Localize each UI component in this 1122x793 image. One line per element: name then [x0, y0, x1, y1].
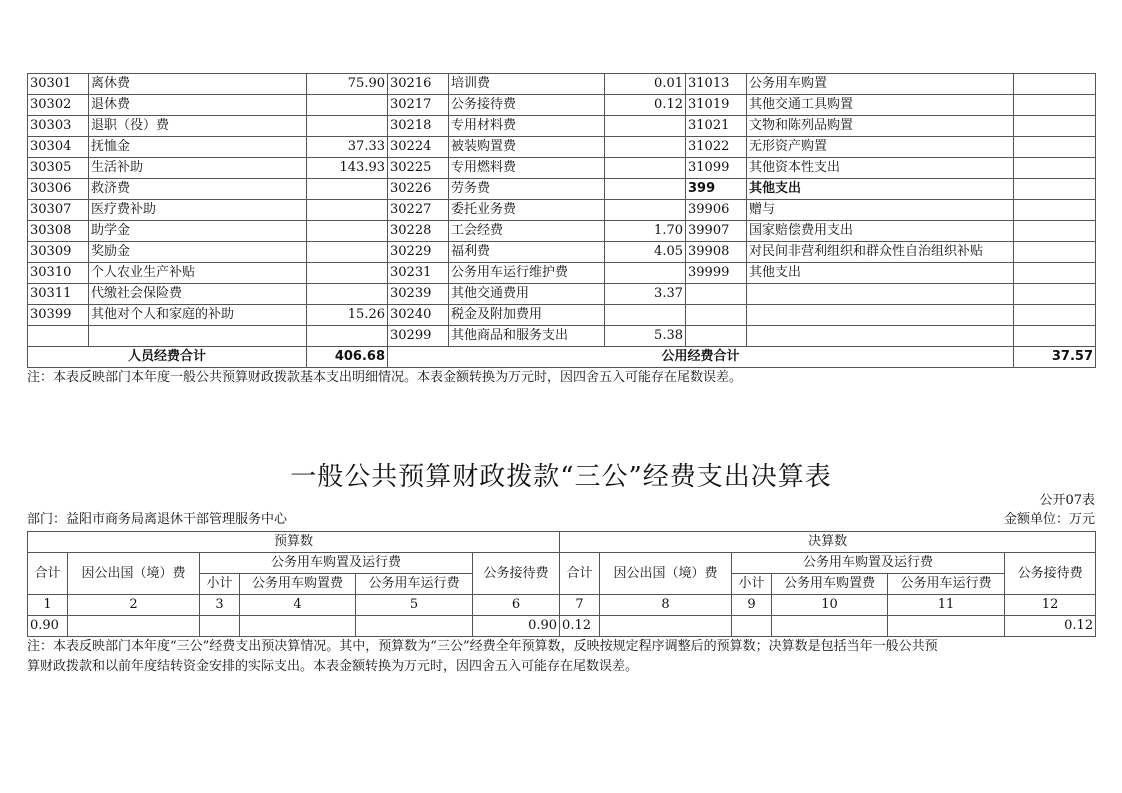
name-cell: 公务用车运行维护费: [449, 263, 605, 284]
name-cell: 福利费: [449, 242, 605, 263]
col-vehicle-operation: 公务用车运行费: [356, 574, 473, 595]
name-cell: [89, 326, 307, 347]
code-cell: 30310: [28, 263, 89, 284]
code-cell: 30226: [388, 179, 449, 200]
amount-cell: [68, 616, 200, 637]
code-cell: [686, 284, 747, 305]
amount-cell: [240, 616, 356, 637]
name-cell: 救济费: [89, 179, 307, 200]
name-cell: 被装购置费: [449, 137, 605, 158]
value-cell: [605, 137, 686, 158]
value-cell: [307, 95, 388, 116]
page-title: 一般公共预算财政拨款“三公”经费支出决算表: [290, 462, 832, 492]
column-number: 9: [732, 595, 772, 616]
column-number: 4: [240, 595, 356, 616]
table-row: [28, 200, 1096, 221]
value-cell: [605, 179, 686, 200]
column-number: 2: [68, 595, 200, 616]
code-cell: 31019: [686, 95, 747, 116]
value-cell: [605, 263, 686, 284]
value-cell: [307, 263, 388, 284]
code-cell: 30309: [28, 242, 89, 263]
final-header: 决算数: [560, 532, 1096, 553]
column-number: 11: [888, 595, 1005, 616]
amount-cell: 0.90: [473, 616, 560, 637]
sangong-note-line2: 算财政拨款和以前年度结转资金安排的实际支出。本表金额转换为万元时，因四舍五入可能存在尾数误差。: [27, 659, 639, 674]
col-abroad: 因公出国（境）费: [600, 553, 732, 595]
value-cell: 75.90: [307, 74, 388, 95]
value-cell: [1014, 263, 1096, 284]
code-cell: 30306: [28, 179, 89, 200]
column-number: 1: [28, 595, 68, 616]
value-row: [28, 616, 1096, 637]
sangong-note-line1: 注：本表反映部门本年度“三公”经费支出预决算情况。其中，预算数为“三公”经费全年预算数，反映按规定程序调整后的预算数；决算数是包括当年一般公共预: [27, 639, 938, 654]
value-cell: [1014, 305, 1096, 326]
table-row: [28, 137, 1096, 158]
department-label: 部门：益阳市商务局离退休干部管理服务中心: [27, 512, 288, 527]
totals-row: [28, 347, 1096, 368]
form-code: 公开07表: [1039, 493, 1095, 508]
code-cell: 39906: [686, 200, 747, 221]
name-cell: 劳务费: [449, 179, 605, 200]
name-cell: 其他交通工具购置: [747, 95, 1014, 116]
code-cell: 30229: [388, 242, 449, 263]
name-cell: [747, 305, 1014, 326]
name-cell: [747, 326, 1014, 347]
code-cell: 31013: [686, 74, 747, 95]
expense-note: 注：本表反映部门本年度一般公共预算财政拨款基本支出明细情况。本表金额转换为万元时，因四舍五入可能存在尾数误差。: [27, 370, 743, 385]
amount-cell: [888, 616, 1005, 637]
value-cell: [605, 116, 686, 137]
value-cell: 143.93: [307, 158, 388, 179]
code-cell: 30240: [388, 305, 449, 326]
value-cell: 4.05: [605, 242, 686, 263]
personnel-total-value: 406.68: [307, 347, 388, 368]
value-cell: [1014, 200, 1096, 221]
value-cell: 1.70: [605, 221, 686, 242]
name-cell: 文物和陈列品购置: [747, 116, 1014, 137]
value-cell: 0.01: [605, 74, 686, 95]
value-cell: [307, 221, 388, 242]
value-cell: [1014, 179, 1096, 200]
name-cell: 国家赔偿费用支出: [747, 221, 1014, 242]
name-cell: 委托业务费: [449, 200, 605, 221]
personnel-total-label: 人员经费合计: [28, 347, 307, 368]
name-cell: 生活补助: [89, 158, 307, 179]
value-cell: 0.12: [605, 95, 686, 116]
code-cell: 30231: [388, 263, 449, 284]
public-total-value: 37.57: [1014, 347, 1096, 368]
code-cell: 30301: [28, 74, 89, 95]
code-cell: 31022: [686, 137, 747, 158]
value-cell: [605, 158, 686, 179]
budget-header: 预算数: [28, 532, 560, 553]
amount-cell: 0.12: [560, 616, 600, 637]
col-reception: 公务接待费: [1005, 553, 1096, 595]
code-cell: 39908: [686, 242, 747, 263]
name-cell: 税金及附加费用: [449, 305, 605, 326]
value-cell: [307, 326, 388, 347]
code-cell: 30225: [388, 158, 449, 179]
value-cell: [1014, 74, 1096, 95]
value-cell: [1014, 221, 1096, 242]
public-total-label: 公用经费合计: [388, 347, 1014, 368]
value-cell: [307, 179, 388, 200]
name-cell: 助学金: [89, 221, 307, 242]
name-cell: 其他商品和服务支出: [449, 326, 605, 347]
code-cell: 31021: [686, 116, 747, 137]
amount-cell: 0.12: [1005, 616, 1096, 637]
name-cell: 公务用车购置: [747, 74, 1014, 95]
amount-cell: [772, 616, 888, 637]
code-cell: 399: [686, 179, 747, 200]
name-cell: 抚恤金: [89, 137, 307, 158]
name-cell: [747, 284, 1014, 305]
name-cell: 对民间非营利组织和群众性自治组织补贴: [747, 242, 1014, 263]
value-cell: [1014, 137, 1096, 158]
name-cell: 退休费: [89, 95, 307, 116]
code-cell: 30305: [28, 158, 89, 179]
value-cell: [1014, 326, 1096, 347]
col-vehicle-group: 公务用车购置及运行费: [732, 553, 1005, 574]
table-row: [28, 242, 1096, 263]
code-cell: 30399: [28, 305, 89, 326]
value-cell: [605, 200, 686, 221]
name-cell: 奖励金: [89, 242, 307, 263]
value-cell: [307, 242, 388, 263]
col-vehicle-operation: 公务用车运行费: [888, 574, 1005, 595]
expense-detail-body: [28, 74, 1096, 347]
code-cell: 30307: [28, 200, 89, 221]
code-cell: 30308: [28, 221, 89, 242]
table-row: [28, 116, 1096, 137]
code-cell: [686, 326, 747, 347]
amount-cell: 0.90: [28, 616, 68, 637]
name-cell: 无形资产购置: [747, 137, 1014, 158]
name-cell: 其他支出: [747, 263, 1014, 284]
col-subtotal: 小计: [200, 574, 240, 595]
table-row: [28, 179, 1096, 200]
column-number: 10: [772, 595, 888, 616]
column-number: 12: [1005, 595, 1096, 616]
code-cell: 30299: [388, 326, 449, 347]
value-cell: [1014, 95, 1096, 116]
code-cell: 30217: [388, 95, 449, 116]
amount-cell: [600, 616, 732, 637]
code-cell: 30227: [388, 200, 449, 221]
col-vehicle-purchase: 公务用车购置费: [240, 574, 356, 595]
value-cell: [1014, 158, 1096, 179]
name-cell: 其他交通费用: [449, 284, 605, 305]
column-number: 8: [600, 595, 732, 616]
name-cell: 公务接待费: [449, 95, 605, 116]
amount-cell: [200, 616, 240, 637]
sangong-table: [27, 531, 1096, 637]
code-cell: 30228: [388, 221, 449, 242]
col-total: 合计: [28, 553, 68, 595]
code-cell: 30239: [388, 284, 449, 305]
col-reception: 公务接待费: [473, 553, 560, 595]
name-cell: 专用燃料费: [449, 158, 605, 179]
name-cell: 培训费: [449, 74, 605, 95]
amount-cell: [356, 616, 473, 637]
code-cell: 30311: [28, 284, 89, 305]
value-cell: [307, 284, 388, 305]
code-cell: 30303: [28, 116, 89, 137]
name-cell: 专用材料费: [449, 116, 605, 137]
column-number: 3: [200, 595, 240, 616]
expense-detail-table: [27, 73, 1096, 368]
name-cell: 退职（役）费: [89, 116, 307, 137]
value-cell: 5.38: [605, 326, 686, 347]
column-number: 7: [560, 595, 600, 616]
table-row: [28, 74, 1096, 95]
value-cell: 37.33: [307, 137, 388, 158]
value-cell: 15.26: [307, 305, 388, 326]
code-cell: [686, 305, 747, 326]
code-cell: 39999: [686, 263, 747, 284]
table-row: [28, 326, 1096, 347]
value-cell: [605, 305, 686, 326]
value-cell: 3.37: [605, 284, 686, 305]
code-cell: 39907: [686, 221, 747, 242]
table-row: [28, 263, 1096, 284]
name-cell: 个人农业生产补贴: [89, 263, 307, 284]
value-cell: [307, 116, 388, 137]
code-cell: 30304: [28, 137, 89, 158]
name-cell: 医疗费补助: [89, 200, 307, 221]
column-number-row: [28, 595, 1096, 616]
name-cell: 其他资本性支出: [747, 158, 1014, 179]
name-cell: 工会经费: [449, 221, 605, 242]
amount-cell: [732, 616, 772, 637]
col-subtotal: 小计: [732, 574, 772, 595]
code-cell: 30218: [388, 116, 449, 137]
code-cell: [28, 326, 89, 347]
value-cell: [1014, 284, 1096, 305]
name-cell: 离休费: [89, 74, 307, 95]
table-row: [28, 158, 1096, 179]
code-cell: 30302: [28, 95, 89, 116]
name-cell: 赠与: [747, 200, 1014, 221]
value-cell: [1014, 116, 1096, 137]
col-total: 合计: [560, 553, 600, 595]
col-vehicle-group: 公务用车购置及运行费: [200, 553, 473, 574]
column-number: 6: [473, 595, 560, 616]
col-abroad: 因公出国（境）费: [68, 553, 200, 595]
table-row: [28, 284, 1096, 305]
table-row: [28, 95, 1096, 116]
value-cell: [307, 200, 388, 221]
name-cell: 其他支出: [747, 179, 1014, 200]
code-cell: 31099: [686, 158, 747, 179]
code-cell: 30224: [388, 137, 449, 158]
code-cell: 30216: [388, 74, 449, 95]
column-number: 5: [356, 595, 473, 616]
col-vehicle-purchase: 公务用车购置费: [772, 574, 888, 595]
table-row: [28, 305, 1096, 326]
table-row: [28, 221, 1096, 242]
name-cell: 其他对个人和家庭的补助: [89, 305, 307, 326]
unit-label: 金额单位：万元: [1003, 512, 1095, 527]
name-cell: 代缴社会保险费: [89, 284, 307, 305]
value-cell: [1014, 242, 1096, 263]
